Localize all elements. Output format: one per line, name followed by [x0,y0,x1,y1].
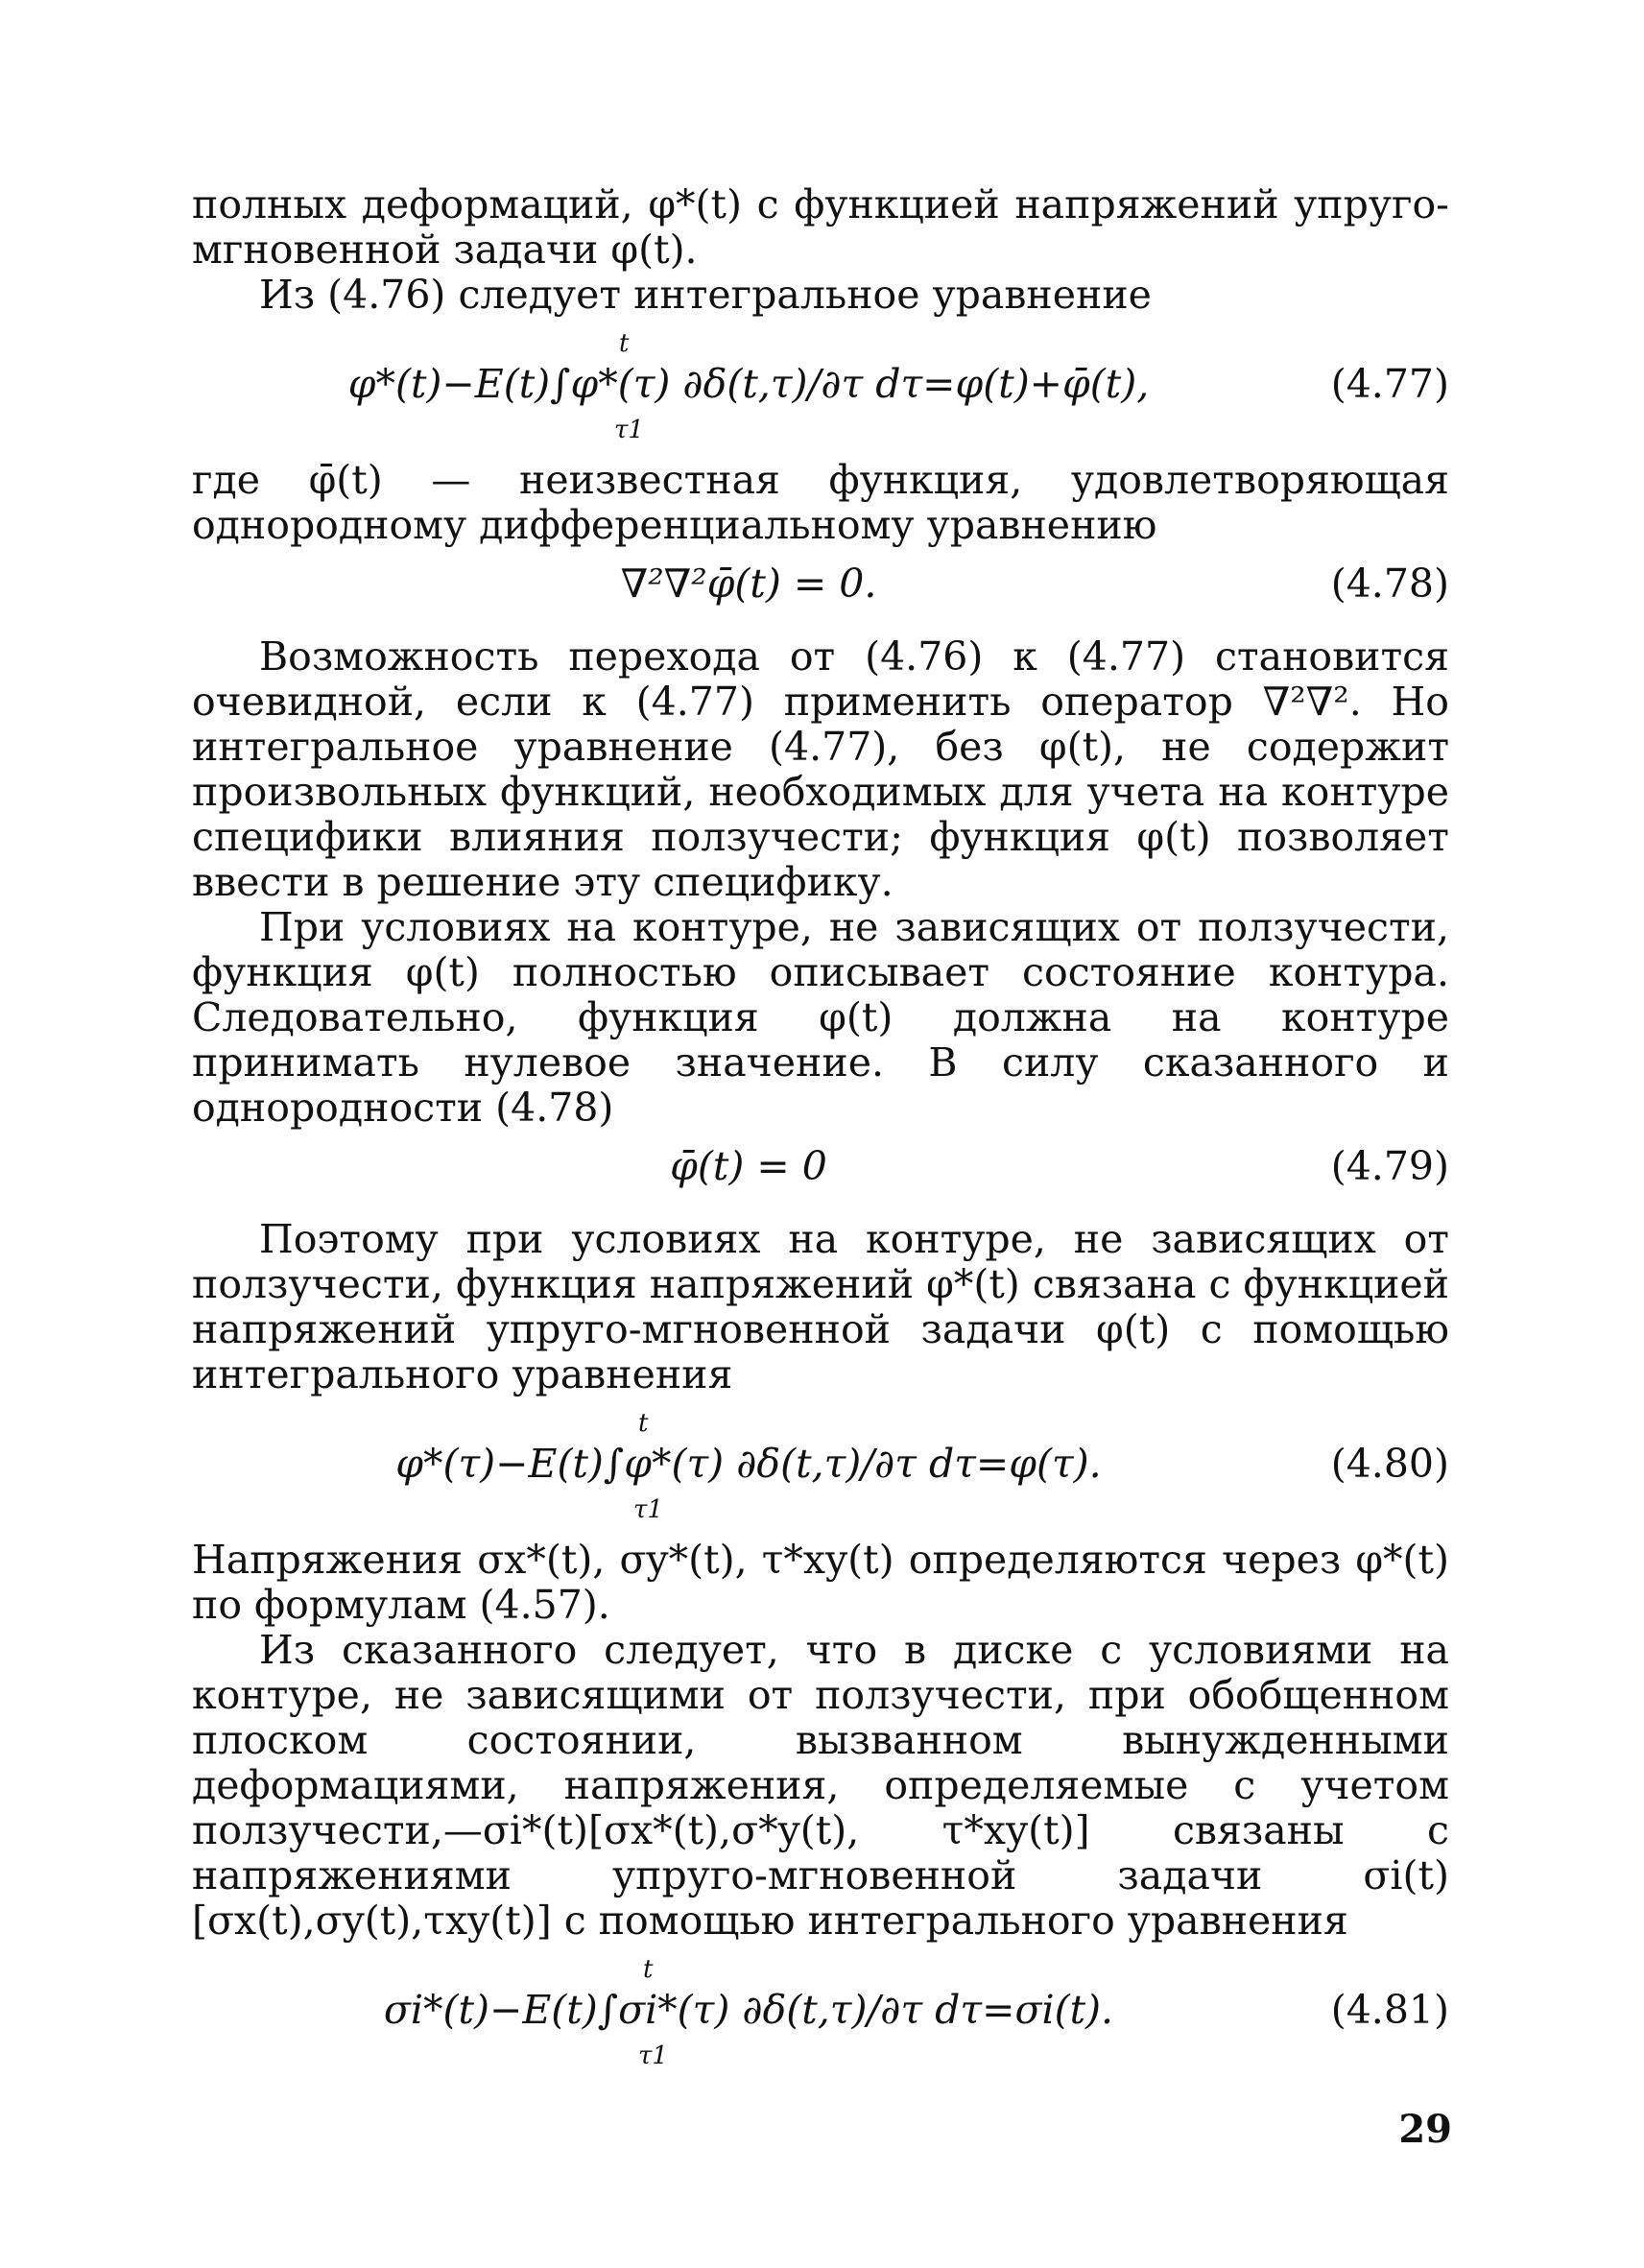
integral-lower-limit: τ1 [633,1495,663,1524]
integral-lower-limit: τ1 [638,2041,668,2070]
equation-number: (4.80) [1330,1441,1449,1487]
paragraph-2: Из (4.76) следует интегральное уравнение [259,272,1152,318]
equation-number: (4.77) [1330,361,1449,407]
paragraph-3: где φ̄(t) — неизвестная функция, удовлетворяющая однородному дифференциальному уравнению [192,457,1449,548]
paragraph-6: Поэтому при условиях на контуре, не зависящих от ползучести, функция напряжений φ*(t) связана с функцией напряжений упруго-мгновенной задачи φ(t) с помощью интегрального уравнения [192,1216,1449,1397]
equation-4-80 [192,1411,1449,1524]
equation-number: (4.78) [1330,561,1449,607]
equation-4-77 [192,331,1449,444]
integral-lower-limit: τ1 [614,416,644,444]
equation-number: (4.79) [1330,1143,1449,1189]
paragraph-8: Из сказанного следует, что в диске с условиями на контуре, не зависящими от ползучести, при обобщенном плоском состоянии, вызванном вынужденными деформациями, напряжения, определяемые с учетом ползучести,—σi*(t)[σx*(t),σ*y(t), τ*xy(t)] связаны с напряжениями упруго-мгновенной задачи σi(t)[σx(t),σy(t),τxy(t)] с помощью интегрального уравнения [192,1627,1449,1944]
equation-expression: φ*(τ)−E(t)∫φ*(τ) ∂δ(t,τ)/∂τ dτ=φ(τ). [395,1441,1102,1487]
equation-expression: σi*(t)−E(t)∫σi*(τ) ∂δ(t,τ)/∂τ dτ=σi(t). [383,1987,1114,2033]
integral-upper-limit: t [619,329,630,358]
page-body [192,182,1449,2084]
integral-upper-limit: t [643,1955,654,1984]
integral-upper-limit: t [638,1409,649,1438]
equation-expression: φ*(t)−E(t)∫φ*(τ) ∂δ(t,τ)/∂τ dτ=φ(t)+φ̄(t), [347,361,1150,407]
paragraph-4: Возможность перехода от (4.76) к (4.77) становится очевидной, если к (4.77) применить оператор ∇²∇². Но интегральное уравнение (4.77), без φ(t), не содержит произвольных функций, необходимых для учета на контуре специфики влияния ползучести; функция φ(t) позволяет ввести в решение эту специфику. [192,633,1449,905]
paragraph-5: При условиях на контуре, не зависящих от ползучести, функция φ(t) полностью описывает состояние контура. Следовательно, функция φ(t) должна на контуре принимать нулевое значение. В силу сказанного и однородности (4.78) [192,904,1449,1131]
equation-4-78 [192,561,1449,621]
equation-4-79 [192,1144,1449,1204]
equation-expression: φ̄(t) = 0 [670,1143,827,1189]
page-number: 29 [1398,2107,1452,2152]
paragraph-1: полных деформаций, φ*(t) с функцией напряжений упруго-мгновенной задачи φ(t). [192,181,1449,273]
paragraph-7: Напряжения σx*(t), σy*(t), τ*xy(t) определяются через φ*(t) по формулам (4.57). [192,1537,1449,1628]
equation-expression: ∇²∇²φ̄(t) = 0. [620,561,877,607]
equation-number: (4.81) [1330,1987,1449,2033]
equation-4-81 [192,1957,1449,2070]
